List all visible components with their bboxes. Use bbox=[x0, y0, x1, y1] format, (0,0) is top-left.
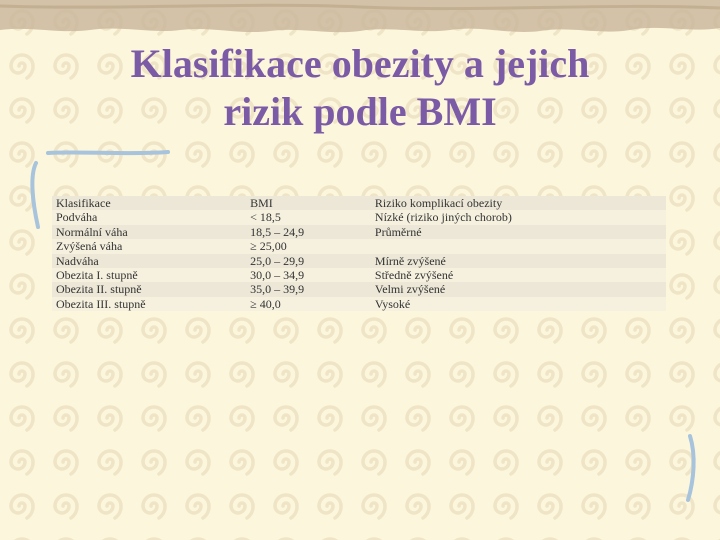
cell-bmi: 18,5 – 24,9 bbox=[246, 225, 371, 239]
title-line-2: rizik podle BMI bbox=[223, 89, 497, 134]
cell-risk: Nízké (riziko jiných chorob) bbox=[371, 210, 666, 224]
cell-bmi: 30,0 – 34,9 bbox=[246, 268, 371, 282]
cell-bmi: 35,0 – 39,9 bbox=[246, 282, 371, 296]
cell-risk bbox=[371, 239, 666, 253]
table-row bbox=[52, 239, 666, 253]
cell-classification: Normální váha bbox=[52, 225, 246, 239]
cell-bmi: 25,0 – 29,9 bbox=[246, 254, 371, 268]
table-row bbox=[52, 268, 666, 282]
cell-classification: Zvýšená váha bbox=[52, 239, 246, 253]
table-row bbox=[52, 254, 666, 268]
bracket-decoration-bottom-right bbox=[670, 430, 710, 510]
top-decorative-band bbox=[0, 0, 720, 34]
cell-classification: Obezita I. stupně bbox=[52, 268, 246, 282]
title-line-1: Klasifikace obezity a jejich bbox=[130, 41, 590, 86]
table-row bbox=[52, 297, 666, 311]
cell-classification: Obezita II. stupně bbox=[52, 282, 246, 296]
cell-bmi: < 18,5 bbox=[246, 210, 371, 224]
table-row bbox=[52, 282, 666, 296]
table-header-row bbox=[52, 196, 666, 210]
cell-risk: Průměrné bbox=[371, 225, 666, 239]
cell-classification: Nadváha bbox=[52, 254, 246, 268]
cell-risk: Velmi zvýšené bbox=[371, 282, 666, 296]
bmi-classification-table bbox=[52, 196, 666, 311]
header-cell-classification: Klasifikace bbox=[52, 196, 246, 210]
cell-bmi: ≥ 40,0 bbox=[246, 297, 371, 311]
header-cell-bmi: BMI bbox=[246, 196, 371, 210]
table-row bbox=[52, 210, 666, 224]
header-cell-risk: Riziko komplikací obezity bbox=[371, 196, 666, 210]
cell-classification: Podváha bbox=[52, 210, 246, 224]
cell-bmi: ≥ 25,00 bbox=[246, 239, 371, 253]
cell-risk: Vysoké bbox=[371, 297, 666, 311]
table-row bbox=[52, 225, 666, 239]
cell-classification: Obezita III. stupně bbox=[52, 297, 246, 311]
slide-title bbox=[60, 40, 660, 136]
cell-risk: Středně zvýšené bbox=[371, 268, 666, 282]
cell-risk: Mírně zvýšené bbox=[371, 254, 666, 268]
